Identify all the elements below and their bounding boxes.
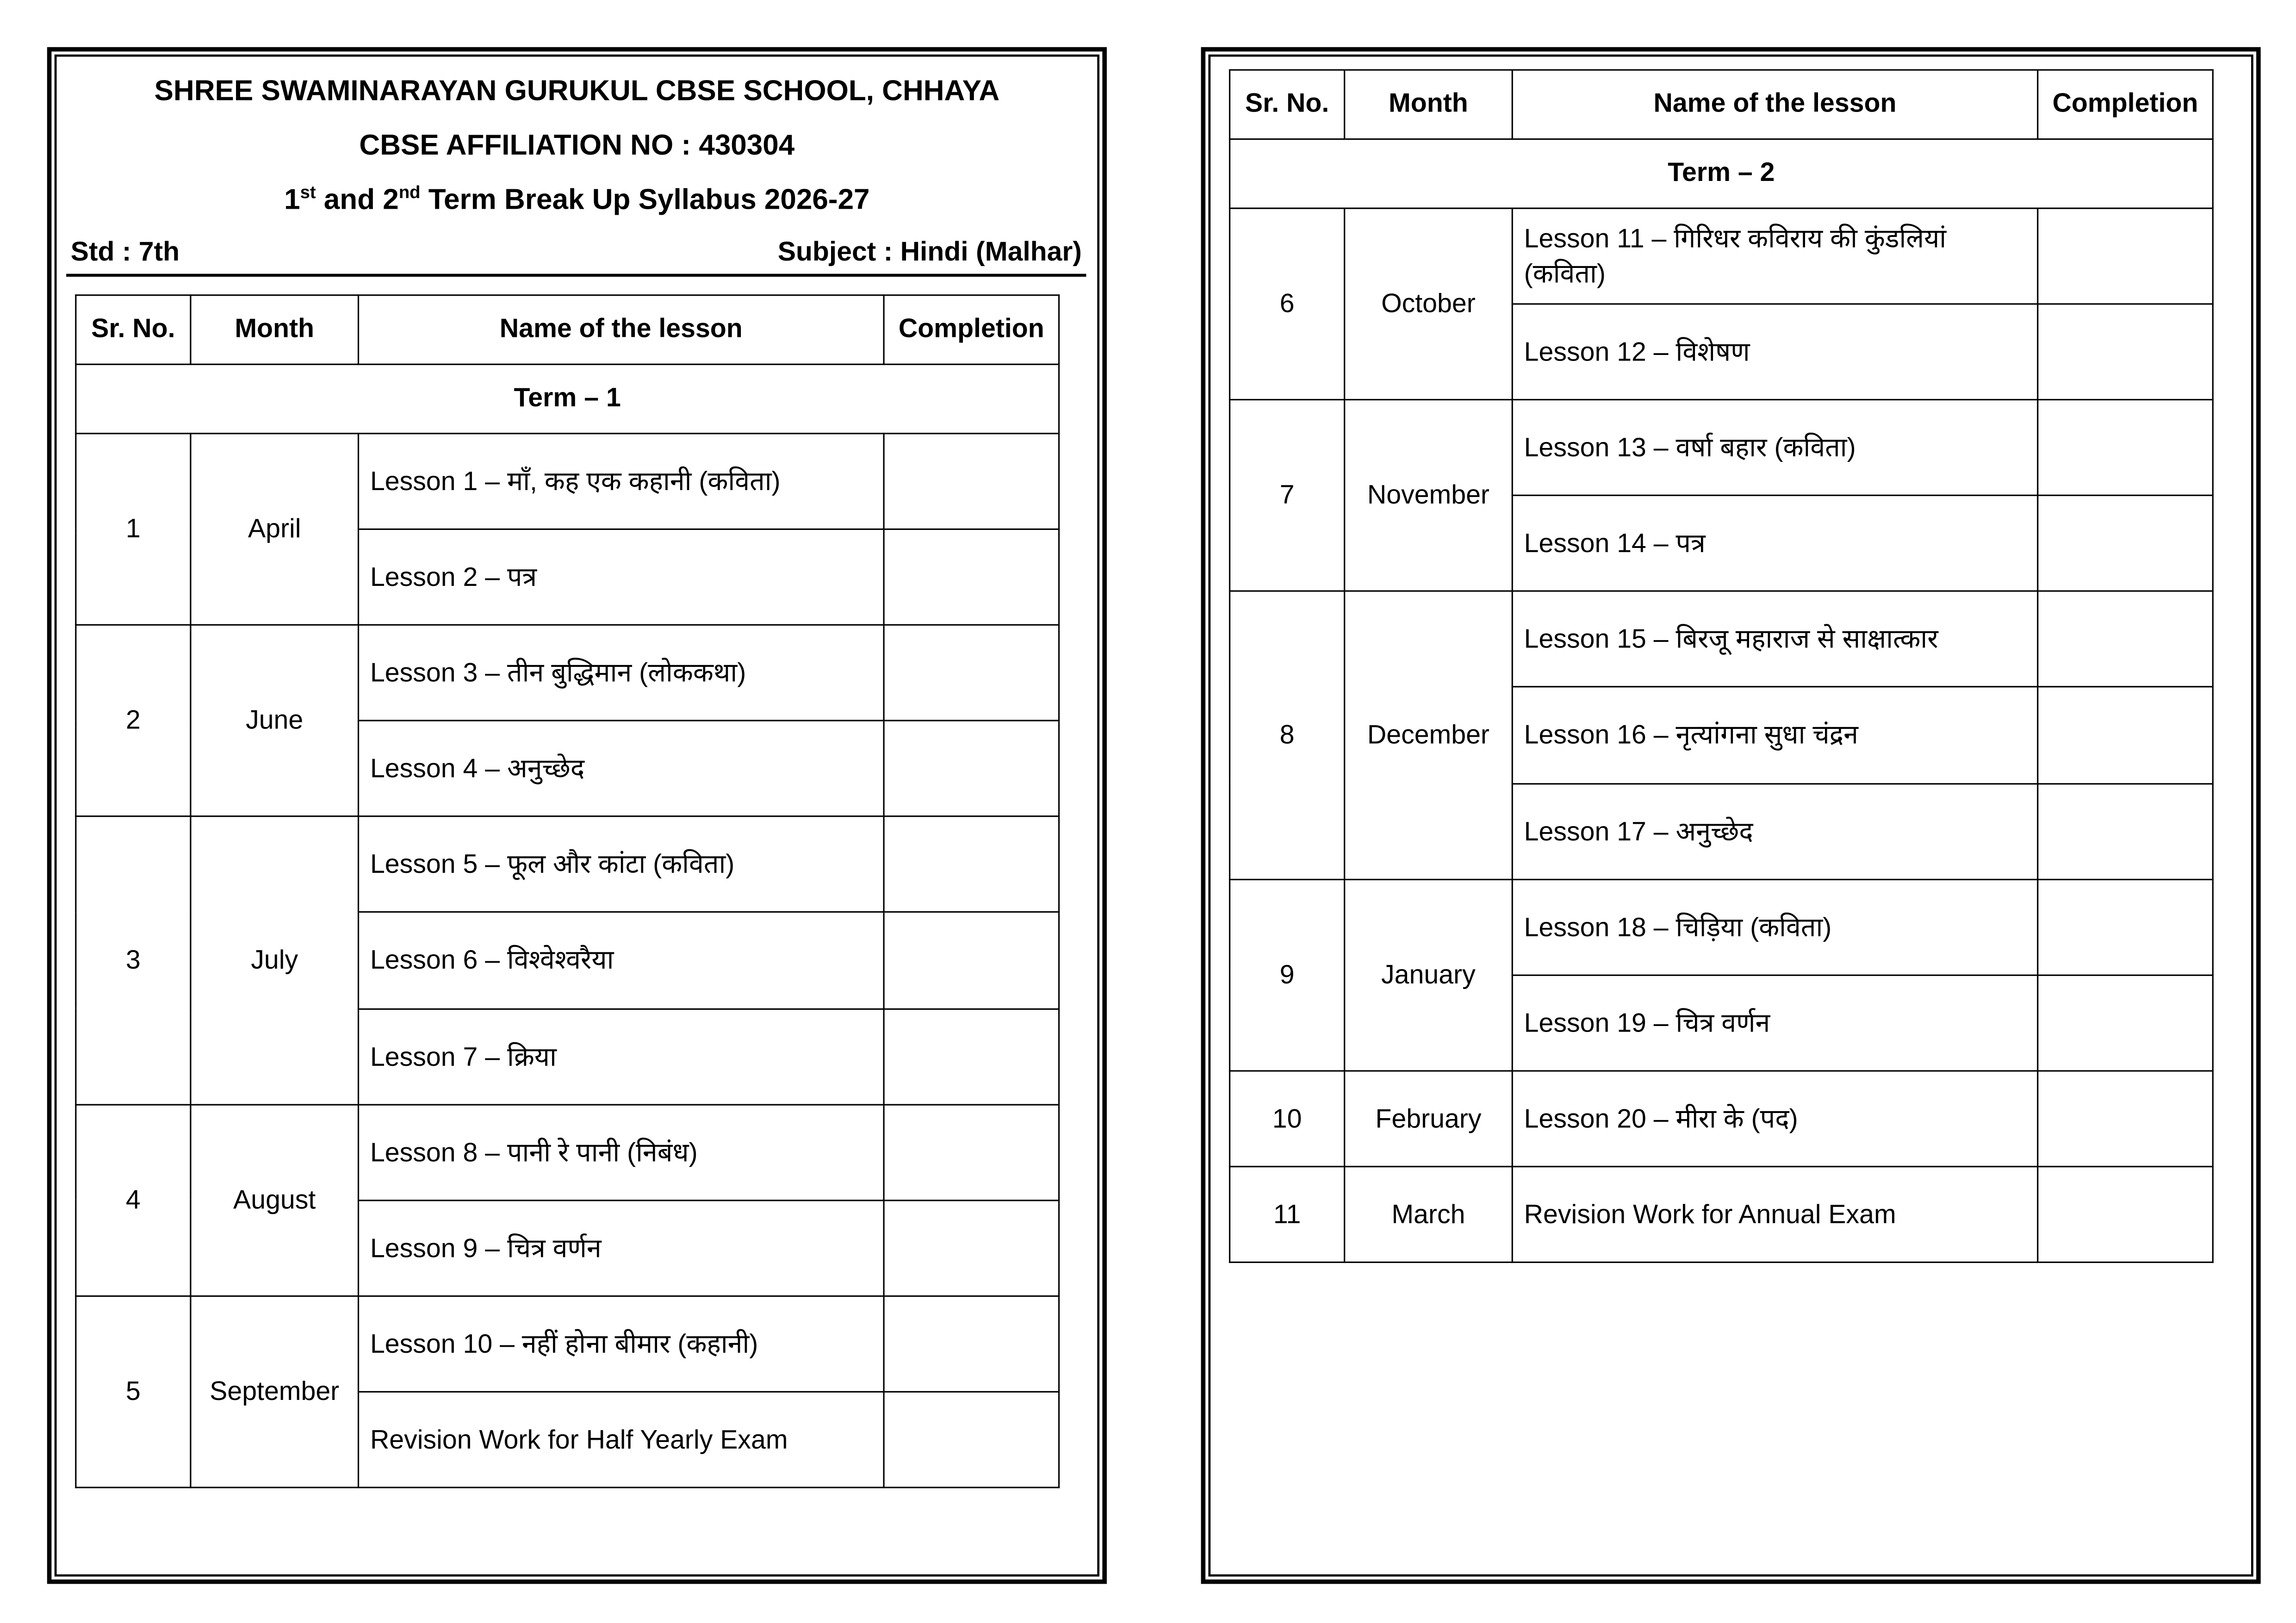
table-row	[76, 433, 1059, 529]
completion-cell	[2038, 207, 2213, 303]
sr-no-cell: 4	[76, 1104, 191, 1296]
table-row	[1230, 399, 2213, 495]
term-label: Term – 2	[1230, 138, 2213, 207]
header-sr-no: Sr. No.	[1230, 70, 1345, 138]
affiliation-number: CBSE AFFILIATION NO : 430304	[359, 129, 795, 162]
completion-cell	[2038, 1167, 2213, 1262]
header-lesson-name: Name of the lesson	[1512, 70, 2038, 138]
sr-no-cell: 11	[1230, 1167, 1345, 1262]
syllabus-table-term-1	[75, 294, 1060, 1489]
month-cell: April	[191, 433, 359, 625]
title-rest: Term Break Up Syllabus 2026-27	[420, 183, 870, 216]
table-row	[76, 816, 1059, 912]
table-row	[76, 1296, 1059, 1392]
completion-cell	[884, 625, 1059, 721]
header-rule	[66, 274, 1086, 277]
lesson-cell: Lesson 20 – मीरा के (पद)	[1512, 1071, 2038, 1167]
completion-cell	[2038, 399, 2213, 495]
std-label: Std : 7th	[70, 235, 180, 267]
header-completion: Completion	[2038, 70, 2213, 138]
syllabus-table-term-2	[1229, 69, 2214, 1263]
table-row	[1230, 1167, 2213, 1262]
completion-cell	[2038, 783, 2213, 879]
lesson-cell: Lesson 12 – विशेषण	[1512, 304, 2038, 399]
sr-no-cell: 2	[76, 625, 191, 817]
table-row	[1230, 879, 2213, 975]
lesson-cell: Lesson 11 – गिरिधर कविराय की कुंडलियां (कविता)	[1512, 207, 2038, 303]
lesson-cell: Revision Work for Annual Exam	[1512, 1167, 2038, 1262]
sr-no-cell: 8	[1230, 591, 1345, 879]
month-cell: June	[191, 625, 359, 817]
lesson-cell: Lesson 7 – क्रिया	[359, 1008, 884, 1104]
completion-cell	[884, 1392, 1059, 1488]
lesson-cell: Lesson 8 – पानी रे पानी (निबंध)	[359, 1104, 884, 1200]
ordinal-suffix: st	[300, 181, 316, 202]
completion-cell	[2038, 975, 2213, 1071]
lesson-cell: Lesson 16 – नृत्यांगना सुधा चंद्रन	[1512, 687, 2038, 783]
table-row	[1230, 1071, 2213, 1167]
month-cell: November	[1345, 399, 1513, 591]
completion-cell	[884, 1200, 1059, 1296]
completion-cell	[2038, 1071, 2213, 1167]
term-row	[1230, 138, 2213, 207]
lesson-cell: Lesson 17 – अनुच्छेद	[1512, 783, 2038, 879]
lesson-cell: Lesson 1 – माँ, कह एक कहानी (कविता)	[359, 433, 884, 529]
lesson-cell: Lesson 10 – नहीं होना बीमार (कहानी)	[359, 1296, 884, 1392]
sr-no-cell: 7	[1230, 399, 1345, 591]
sr-no-cell: 3	[76, 816, 191, 1104]
completion-cell	[884, 1104, 1059, 1200]
lesson-cell: Lesson 5 – फूल और कांटा (कविता)	[359, 816, 884, 912]
school-name: SHREE SWAMINARAYAN GURUKUL CBSE SCHOOL, CHHAYA	[154, 74, 1000, 107]
term-label: Term – 1	[76, 364, 1059, 433]
sr-no-cell: 5	[76, 1296, 191, 1488]
lesson-cell: Lesson 19 – चित्र वर्णन	[1512, 975, 2038, 1071]
completion-cell	[884, 529, 1059, 624]
term-row	[76, 364, 1059, 433]
month-cell: September	[191, 1296, 359, 1488]
table-row	[76, 625, 1059, 721]
table-header-row	[1230, 70, 2213, 138]
sr-no-cell: 10	[1230, 1071, 1345, 1167]
completion-cell	[2038, 687, 2213, 783]
lesson-cell: Lesson 3 – तीन बुद्धिमान (लोककथा)	[359, 625, 884, 721]
lesson-cell: Lesson 13 – वर्षा बहार (कविता)	[1512, 399, 2038, 495]
page-right	[1201, 47, 2261, 1584]
month-cell: March	[1345, 1167, 1513, 1262]
month-cell: December	[1345, 591, 1513, 879]
completion-cell	[2038, 304, 2213, 399]
lesson-cell: Lesson 6 – विश्वेश्वरैया	[359, 913, 884, 1008]
lesson-cell: Revision Work for Half Yearly Exam	[359, 1392, 884, 1488]
month-cell: October	[1345, 207, 1513, 399]
lesson-cell: Lesson 15 – बिरजू महाराज से साक्षात्कार	[1512, 591, 2038, 687]
page-left	[47, 47, 1107, 1584]
lesson-cell: Lesson 4 – अनुच्छेद	[359, 721, 884, 816]
table-row	[1230, 207, 2213, 303]
completion-cell	[2038, 495, 2213, 591]
lesson-cell: Lesson 14 – पत्र	[1512, 495, 2038, 591]
table-row	[1230, 591, 2213, 687]
lesson-cell: Lesson 18 – चिड़िया (कविता)	[1512, 879, 2038, 975]
completion-cell	[884, 433, 1059, 529]
header-completion: Completion	[884, 295, 1059, 364]
sr-no-cell: 9	[1230, 879, 1345, 1071]
sr-no-cell: 6	[1230, 207, 1345, 399]
table-row	[76, 1104, 1059, 1200]
table-header-row	[76, 295, 1059, 364]
completion-cell	[2038, 879, 2213, 975]
completion-cell	[884, 913, 1059, 1008]
title-first-number: 1	[284, 183, 300, 216]
lesson-cell: Lesson 2 – पत्र	[359, 529, 884, 624]
month-cell: February	[1345, 1071, 1513, 1167]
completion-cell	[884, 721, 1059, 816]
completion-cell	[884, 1008, 1059, 1104]
month-cell: July	[191, 816, 359, 1104]
header-sr-no: Sr. No.	[76, 295, 191, 364]
month-cell: January	[1345, 879, 1513, 1071]
header-lesson-name: Name of the lesson	[359, 295, 884, 364]
ordinal-suffix: nd	[398, 181, 421, 202]
header-month: Month	[191, 295, 359, 364]
completion-cell	[884, 1296, 1059, 1392]
syllabus-title	[51, 173, 1102, 228]
header-month: Month	[1345, 70, 1513, 138]
title-middle: and 2	[316, 183, 399, 216]
lesson-cell: Lesson 9 – चित्र वर्णन	[359, 1200, 884, 1296]
subject-label: Subject : Hindi (Malhar)	[777, 235, 1082, 267]
completion-cell	[2038, 591, 2213, 687]
month-cell: August	[191, 1104, 359, 1296]
school-header	[51, 64, 1102, 227]
sr-no-cell: 1	[76, 433, 191, 625]
class-subject-row	[71, 234, 1082, 269]
completion-cell	[884, 816, 1059, 912]
